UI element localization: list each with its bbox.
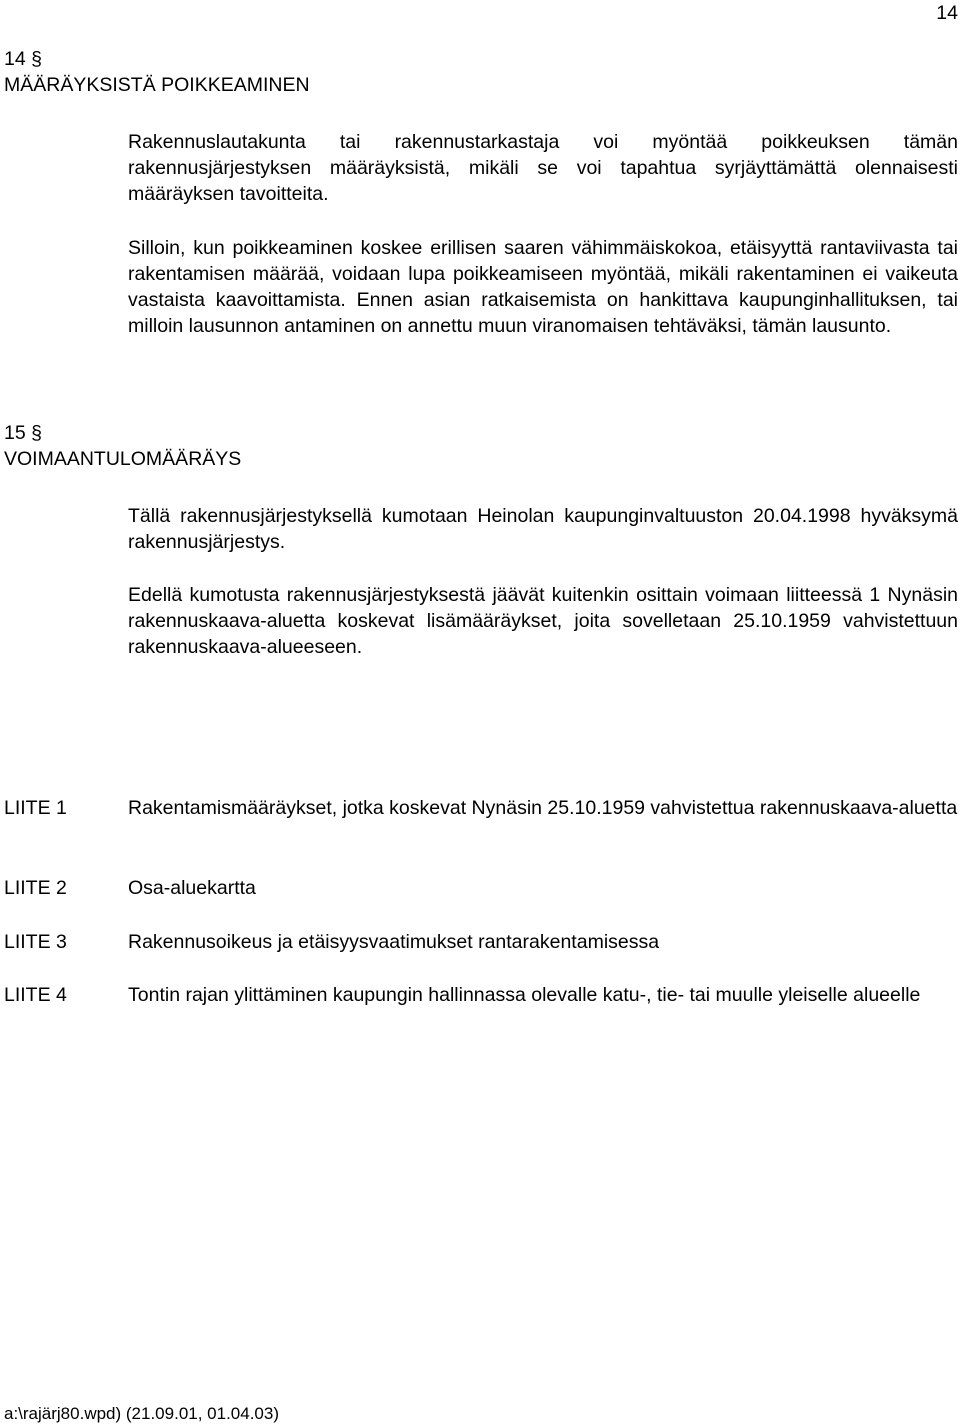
- section-15-paragraph-2: Edellä kumotusta rakennusjärjestyksestä jäävät kuitenkin osittain voimaan liitteessä 1 Nynäsin rakennuskaava-aluetta koskevat lisämääräykset, joita sovelletaan 25.10.1959 vahvistettuun rakennuskaava-alueeseen.: [128, 584, 958, 658]
- section-14-paragraph-1: Rakennuslautakunta tai rakennustarkastaja voi myöntää poikkeuksen tämän rakennusjärjestyksen määräyksistä, mikäli se voi tapahtua syrjäyttämättä olennaisesti määräyksen tavoitteita.: [128, 131, 958, 205]
- appendix-text: Rakennusoikeus ja etäisyysvaatimukset rantarakentamisessa: [128, 931, 660, 953]
- appendix-text: Rakentamismääräykset, jotka koskevat Nynäsin 25.10.1959 vahvistettua rakennuskaava-aluetta: [128, 797, 958, 819]
- section-title: VOIMAANTULOMÄÄRÄYS: [4, 448, 242, 470]
- section-title: MÄÄRÄYKSISTÄ POIKKEAMINEN: [4, 74, 310, 96]
- appendix-label: LIITE 4: [4, 984, 67, 1006]
- appendix-text: Tontin rajan ylittäminen kaupungin hallinnassa olevalle katu-, tie- tai muulle yleiselle alueelle: [128, 984, 921, 1006]
- appendix-label: LIITE 3: [4, 931, 67, 953]
- page-number: 14: [936, 2, 958, 24]
- section-number: 15 §: [4, 422, 42, 444]
- appendix-label: LIITE 2: [4, 877, 67, 899]
- section-number: 14 §: [4, 48, 42, 70]
- appendix-label: LIITE 1: [4, 797, 67, 819]
- section-15-paragraph-1: Tällä rakennusjärjestyksellä kumotaan Heinolan kaupunginvaltuuston 20.04.1998 hyväksymä rakennusjärjestys.: [128, 505, 958, 553]
- section-heading-14: [4, 46, 310, 98]
- appendix-text: Osa-aluekartta: [128, 877, 256, 899]
- footer-file-reference: a:\rajärj80.wpd) (21.09.01, 01.04.03): [4, 1404, 280, 1423]
- section-heading-15: [4, 420, 241, 472]
- section-14-paragraph-2: Silloin, kun poikkeaminen koskee erillisen saaren vähimmäiskokoa, etäisyyttä rantaviivasta tai rakentamisen määrää, voidaan lupa poikkeamiseen myöntää, mikäli rakentaminen ei vaikeuta vastaista kaavoittamista. Ennen asian ratkaisemista on hankittava kaupunginhallituksen, tai milloin lausunnon antaminen on annettu muun viranomaisen tehtäväksi, tämän lausunto.: [128, 237, 958, 337]
